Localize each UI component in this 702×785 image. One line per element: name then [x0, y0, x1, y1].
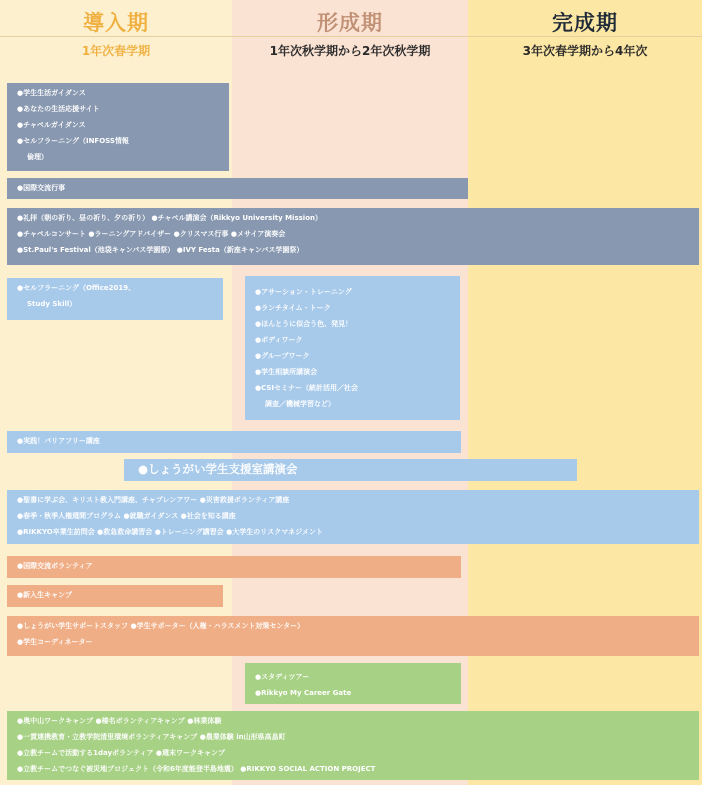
program-item: ●チャペルガイダンス: [17, 121, 86, 129]
box-intl-volunteer: [7, 556, 461, 578]
program-item: ●RIKKYO卒業生訪問会 ●救急救命講習会 ●トレーニング講習会 ●大学生のリスクマネジメント: [17, 528, 323, 536]
box-study-tour: [245, 663, 461, 704]
program-item: ●国際交流ボランティア: [17, 562, 93, 570]
program-item: ●学生生活ガイダンス: [17, 89, 86, 97]
header-divider: [232, 36, 468, 37]
program-item: ●国際交流行事: [17, 184, 66, 192]
box-volunteer-camps: [7, 711, 699, 780]
box-training: [245, 276, 460, 420]
column-title: 完成期: [552, 11, 618, 35]
program-item: ●立教チームでつなぐ被災地プロジェクト（令和6年度能登半島地震） ●RIKKYO SOCIAL ACTION PROJECT: [17, 765, 376, 773]
program-item: ●学生相談所講演会: [255, 368, 318, 376]
header-divider: [468, 36, 702, 37]
program-item: ●Rikkyo My Career Gate: [255, 689, 352, 697]
program-item: ●チャペルコンサート ●ラーニングアドバイザー ●クリスマス行事 ●メサイア演奏会: [17, 230, 286, 238]
program-item: ●春季・秋季人権週間プログラム ●就職ガイダンス ●社会を知る講座: [17, 512, 236, 520]
program-item: 調査／機械学習など）: [265, 400, 335, 408]
column-completion: [468, 0, 702, 785]
program-item: ●ボディワーク: [255, 336, 303, 344]
column-subtitle: 1年次春学期: [81, 44, 151, 58]
program-item: ●学生コーディネーター: [17, 638, 93, 646]
box-disability-lecture: [124, 459, 577, 481]
program-item: ●礼拝（朝の祈り、昼の祈り、夕の祈り） ●チャペル講演会（Rikkyo University Mission）: [17, 214, 322, 222]
program-item: ●St.Paul's Festival（池袋キャンパス学園祭） ●IVY Festa（新座キャンパス学園祭）: [17, 246, 304, 254]
program-item: Study Skill）: [27, 300, 77, 308]
program-item: ●あなたの生活応援サイト: [17, 105, 100, 113]
box-intl-events: [7, 178, 468, 199]
box-freshman-camp: [7, 585, 223, 607]
program-item: ●グループワーク: [255, 352, 310, 360]
program-item: ●ランチタイム・トーク: [255, 304, 331, 312]
program-item: ●しょうがい学生サポートスタッフ ●学生サポーター（人権・ハラスメント対策センター）: [17, 622, 305, 630]
column-subtitle: 3年次春学期から4年次: [522, 44, 648, 58]
program-item: ●新入生キャンプ: [17, 591, 73, 599]
program-item: ●アサーション・トレーニング: [255, 288, 352, 296]
program-item: ●実践！バリアフリー講座: [17, 437, 100, 445]
box-self-learning: [7, 278, 223, 320]
program-item: ●一貫連携教育・立教学院清里環境ボランティアキャンプ ●農業体験 in山形県高畠町: [17, 733, 286, 741]
program-item: ●聖書に学ぶ会、キリスト教入門講座、チャプレンアワー ●災害救援ボランティア講座: [17, 496, 290, 504]
column-title: 導入期: [83, 11, 149, 35]
column-subtitle: 1年次秋学期から2年次秋学期: [269, 44, 431, 58]
box-guidance: [7, 83, 229, 171]
program-item: 倫理）: [27, 153, 48, 161]
program-item: ●スタディツアー: [255, 673, 310, 681]
program-item: ●立教チームで活動する1dayボランティア ●週末ワークキャンプ: [17, 749, 226, 757]
column-title: 形成期: [317, 11, 383, 35]
program-item: ●セルフラーニング（INFOSS情報: [17, 137, 129, 145]
program-item: ●奥中山ワークキャンプ ●榛名ボランティアキャンプ ●林業体験: [17, 717, 222, 725]
box-barrier-free: [7, 431, 461, 453]
header-divider: [0, 36, 232, 37]
program-item: ●ほんとうに似合う色、発見！: [255, 320, 353, 328]
program-item: ●しょうがい学生支援室講演会: [138, 462, 298, 476]
box-lectures: [7, 490, 699, 544]
box-chapel: [7, 208, 699, 265]
box-support-staff: [7, 616, 699, 656]
program-item: ●CSIセミナー（統計活用／社会: [255, 384, 359, 392]
program-item: ●セルフラーニング（Office2019、: [17, 284, 136, 292]
